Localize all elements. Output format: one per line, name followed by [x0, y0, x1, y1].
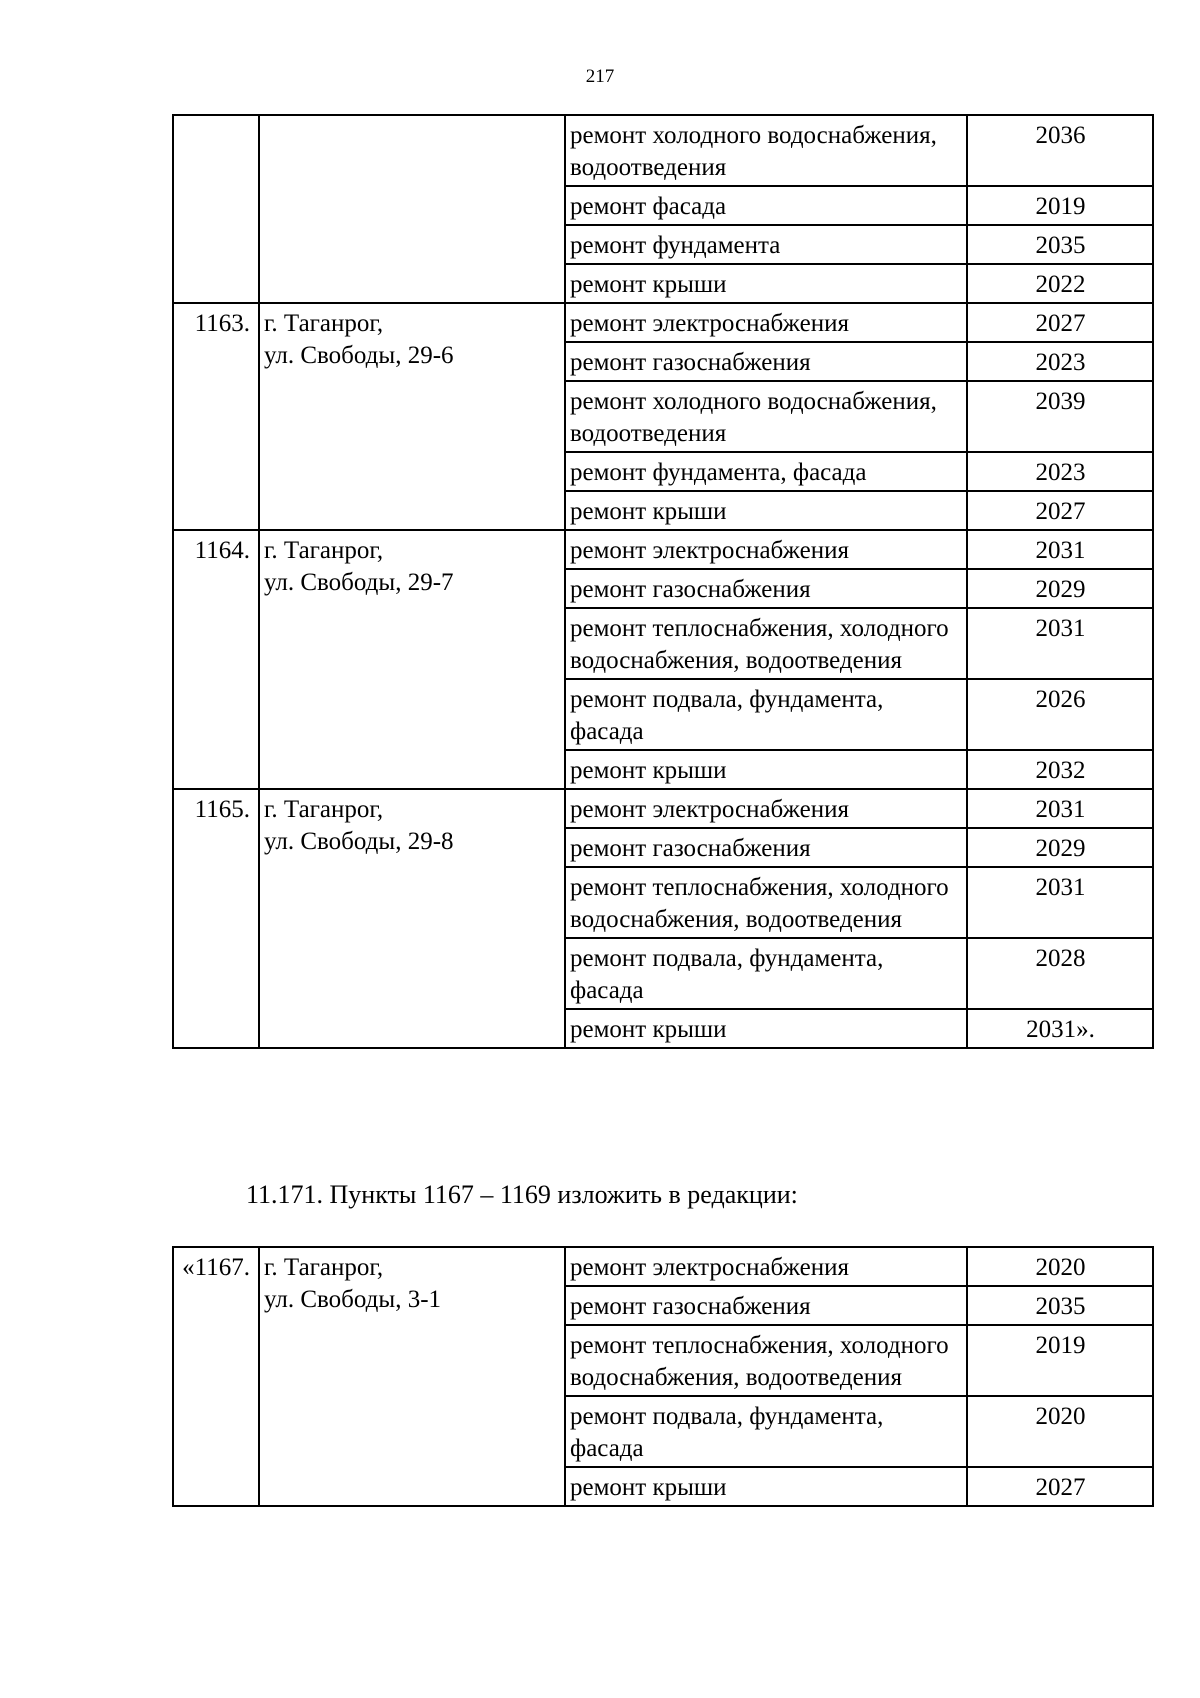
year: 2031 — [967, 867, 1153, 938]
year: 2029 — [967, 569, 1153, 608]
year: 2023 — [967, 342, 1153, 381]
address-line: ул. Свободы, 29-7 — [264, 569, 454, 596]
table-row — [173, 1247, 1153, 1286]
table-row — [173, 303, 1153, 342]
year: 2028 — [967, 938, 1153, 1009]
page-number: 217 — [585, 66, 615, 87]
year: 2031 — [967, 530, 1153, 569]
address-line: г. Таганрог, — [264, 310, 384, 337]
work-type: ремонт подвала, фундамента, фасада — [565, 1396, 967, 1467]
year: 2027 — [967, 1467, 1153, 1506]
address-line: г. Таганрог, — [264, 537, 384, 564]
year: 2031». — [967, 1009, 1153, 1048]
address-cell — [259, 1247, 565, 1506]
work-type: ремонт фундамента, фасада — [565, 452, 967, 491]
work-type: ремонт подвала, фундамента, фасада — [565, 938, 967, 1009]
item-number: «1167. — [173, 1247, 259, 1506]
year: 2020 — [967, 1247, 1153, 1286]
address-cell — [259, 115, 565, 303]
item-number — [173, 115, 259, 303]
item-number: 1165. — [173, 789, 259, 1048]
address-line: ул. Свободы, 3-1 — [264, 1286, 442, 1313]
work-type: ремонт газоснабжения — [565, 342, 967, 381]
work-type: ремонт электроснабжения — [565, 789, 967, 828]
year: 2039 — [967, 381, 1153, 452]
year: 2022 — [967, 264, 1153, 303]
work-type: ремонт теплоснабжения, холодного водоснабжения, водоотведения — [565, 1325, 967, 1396]
year: 2023 — [967, 452, 1153, 491]
address-cell — [259, 303, 565, 530]
year: 2019 — [967, 1325, 1153, 1396]
work-type: ремонт крыши — [565, 1009, 967, 1048]
work-type: ремонт теплоснабжения, холодного водоснабжения, водоотведения — [565, 608, 967, 679]
address-cell — [259, 530, 565, 789]
work-type: ремонт фасада — [565, 186, 967, 225]
year: 2027 — [967, 491, 1153, 530]
year: 2031 — [967, 789, 1153, 828]
year: 2035 — [967, 1286, 1153, 1325]
amendment-paragraph: 11.171. Пункты 1167 – 1169 изложить в редакции: — [246, 1180, 798, 1209]
table-row — [173, 530, 1153, 569]
year: 2020 — [967, 1396, 1153, 1467]
year: 2032 — [967, 750, 1153, 789]
year: 2027 — [967, 303, 1153, 342]
work-type: ремонт подвала, фундамента, фасада — [565, 679, 967, 750]
work-type: ремонт крыши — [565, 264, 967, 303]
repair-schedule-table — [172, 114, 1154, 1049]
address-cell — [259, 789, 565, 1048]
year: 2036 — [967, 115, 1153, 186]
year: 2029 — [967, 828, 1153, 867]
work-type: ремонт холодного водоснабжения, водоотведения — [565, 115, 967, 186]
year: 2035 — [967, 225, 1153, 264]
work-type: ремонт газоснабжения — [565, 569, 967, 608]
item-number: 1163. — [173, 303, 259, 530]
address-line: ул. Свободы, 29-6 — [264, 342, 454, 369]
address-line: ул. Свободы, 29-8 — [264, 828, 454, 855]
work-type: ремонт газоснабжения — [565, 1286, 967, 1325]
year: 2026 — [967, 679, 1153, 750]
work-type: ремонт газоснабжения — [565, 828, 967, 867]
table-row — [173, 789, 1153, 828]
year: 2019 — [967, 186, 1153, 225]
work-type: ремонт крыши — [565, 491, 967, 530]
work-type: ремонт крыши — [565, 750, 967, 789]
table-row — [173, 115, 1153, 186]
work-type: ремонт электроснабжения — [565, 530, 967, 569]
address-line: г. Таганрог, — [264, 1254, 384, 1281]
work-type: ремонт фундамента — [565, 225, 967, 264]
work-type: ремонт теплоснабжения, холодного водоснабжения, водоотведения — [565, 867, 967, 938]
address-line: г. Таганрог, — [264, 796, 384, 823]
work-type: ремонт электроснабжения — [565, 1247, 967, 1286]
year: 2031 — [967, 608, 1153, 679]
work-type: ремонт электроснабжения — [565, 303, 967, 342]
work-type: ремонт крыши — [565, 1467, 967, 1506]
work-type: ремонт холодного водоснабжения, водоотведения — [565, 381, 967, 452]
item-number: 1164. — [173, 530, 259, 789]
amended-items-table — [172, 1246, 1154, 1507]
